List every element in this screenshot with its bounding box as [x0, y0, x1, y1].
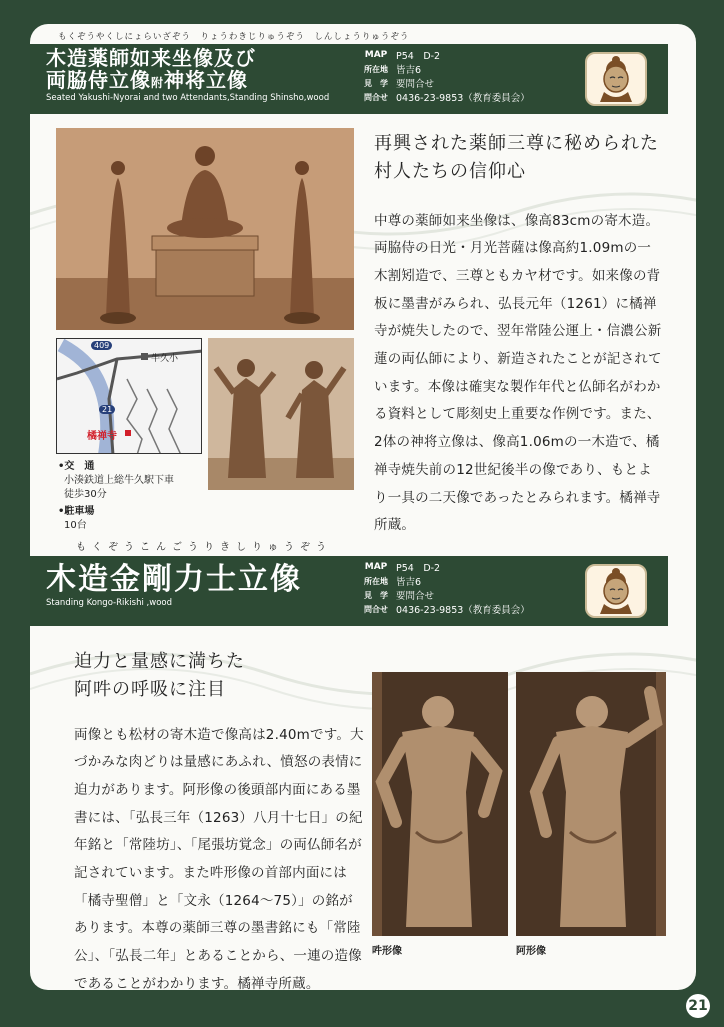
section1-title-line2: 両脇侍立像附神将立像: [46, 67, 249, 92]
ungyo-statue-photo: [372, 672, 508, 936]
school-label: 牛久小: [151, 354, 179, 364]
section1-text: [374, 130, 664, 540]
transit-line2: 徒歩30分: [64, 489, 107, 500]
section1-body: 中尊の薬師如来坐像は、像高83cmの寄木造。両脇侍の日光・月光菩薩は像高約1.09mの一木割矧造で、三尊ともカヤ材です。如来像の背板に墨書がみられ、弘長元年（1261）に橘禅寺が焼失したので、翌年常陸公運上・信濃公新蓮の両仏師により、新造されたことが記されています。本像は確実な製作年代と仏師名がわかる資料として彫刻史上重要な作例です。また、2体の神将立像は、像高1.06mの一木造で、橘禅寺焼失前の12世紀後半の像であり、もとより一具の二天像であったとみられます。橘禅寺所蔵。: [374, 212, 662, 534]
route-21-badge: 21: [99, 405, 115, 414]
section1-header-band: [30, 44, 668, 114]
section2-title-block: [30, 556, 310, 626]
transit-label: •: [58, 461, 65, 472]
access-info: •交 通 小湊鉄道上総牛久駅下車 徒歩30分 •駐車場 10台: [58, 461, 174, 531]
agyo-statue-photo: [516, 672, 666, 936]
section2-info-table: MAP P54 D-2 所在地 皆吉6 見 学 要問合せ 問合せ 0436-23-9853（教育委員会）: [364, 562, 530, 616]
buddha-statue-icon: [585, 564, 647, 618]
section2-header-band: [30, 556, 668, 626]
section2-title: 木造金剛力士立像: [46, 562, 302, 597]
section2-heading: 迫力と量感に満ちた 阿吽の呼吸に注目: [74, 651, 245, 700]
route-409-badge: 409: [91, 341, 112, 350]
temple-label: 橘禅寺: [87, 431, 117, 442]
section1-title-block: [30, 44, 337, 114]
temple-marker-icon: [125, 430, 131, 436]
parking-value: 10台: [64, 520, 87, 531]
caption-agyo: 阿形像: [516, 946, 546, 957]
section2-english-title: Standing Kongo-Rikishi ,wood: [46, 598, 173, 609]
page: [30, 24, 696, 990]
caption-ungyo: 吽形像: [372, 946, 402, 957]
access-map: [56, 338, 202, 454]
section2-text: [74, 648, 366, 990]
yakushi-triad-photo: [56, 128, 354, 330]
transit-line1: 小湊鉄道上総牛久駅下車: [64, 475, 174, 486]
shinsho-statues-photo: [208, 338, 354, 490]
section2-body: 両像とも松材の寄木造で像高は2.40mです。大づかみな肉どりは量感にあふれ、憤怒の表情に迫力があります。阿形像の後頭部内面にある墨書には、「弘長三年（1263）八月十七日」の紀年銘と「常陸坊」、「尾張坊覚念」の両仏師名が記されています。また吽形像の首部内面には「橘寺聖僧」と「文永（1264〜75）」の銘があります。本尊の薬師三尊の墨書銘にも「常陸公」、「弘長二年」とあることから、一連の造像であることがわかります。橘禅寺所蔵。: [74, 726, 364, 990]
section1-title-line1: 木造薬師如来坐像及び: [46, 46, 256, 70]
parking-label: 駐車場: [64, 506, 95, 517]
section1-english-title: Seated Yakushi-Nyorai and two Attendants,Standing Shinsho,wood: [46, 93, 330, 104]
section1-heading: 再興された薬師三尊に秘められた 村人たちの信仰心: [374, 133, 659, 182]
buddha-statue-icon: [585, 52, 647, 106]
section1-info-table: MAP P54 D-2 所在地 皆吉6 見 学 要問合せ 問合せ 0436-23-9853（教育委員会）: [364, 50, 530, 104]
section2-title-ruby: もくぞうこんごうりきしりゅうぞう: [76, 542, 332, 553]
section1-title-ruby: もくぞうやくしにょらいざぞう りょうわきじりゅうぞう しんしょうりゅうぞう: [58, 32, 410, 42]
page-number: 21: [686, 994, 710, 1018]
